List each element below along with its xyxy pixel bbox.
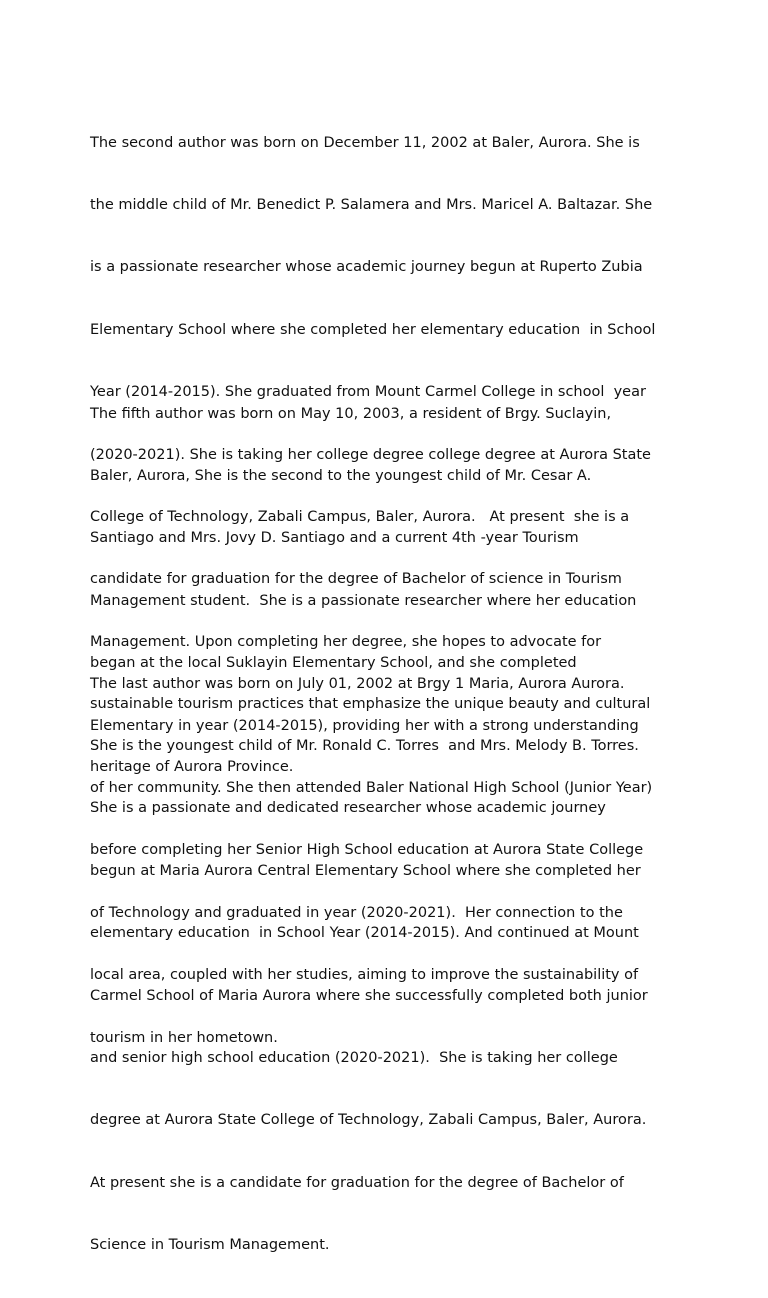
text-line: The fifth author was born on May 10, 2003, a resident of Brgy. Suclayin, (90, 405, 612, 422)
text-line: degree at Aurora State College of Technology, Zabali Campus, Baler, Aurora. (90, 1112, 647, 1129)
text-line: local area, coupled with her studies, aiming to improve the sustainability of (90, 967, 639, 984)
text-line: candidate for graduation for the degree of Bachelor of science in Tourism (90, 571, 622, 588)
text-line: She is the youngest child of Mr. Ronald C. Torres and Mrs. Melody B. Torres. (90, 737, 639, 754)
text-line: is a passionate researcher whose academic journey begun at Ruperto Zubia (90, 259, 643, 276)
text-line: of her community. She then attended Baler National High School (Junior Year) (90, 779, 653, 796)
text-line: The last author was born on July 01, 2002 at Brgy 1 Maria, Aurora Aurora. (90, 675, 625, 692)
text-line: sustainable tourism practices that emphasize the unique beauty and cultural (90, 696, 651, 713)
text-line: the middle child of Mr. Benedict P. Salamera and Mrs. Maricel A. Baltazar. She (90, 196, 653, 213)
text-line: heritage of Aurora Province. (90, 758, 294, 775)
text-line: elementary education in School Year (2014-2015). And continued at Mount (90, 925, 639, 942)
text-line: Science in Tourism Management. (90, 1237, 330, 1254)
text-line: begun at Maria Aurora Central Elementary School where she completed her (90, 862, 641, 879)
text-line: tourism in her hometown. (90, 1029, 278, 1046)
text-line: Santiago and Mrs. Jovy D. Santiago and a current 4th -year Tourism (90, 530, 579, 547)
text-line: began at the local Suklayin Elementary School, and she completed (90, 655, 577, 672)
author-bio-last-author (90, 632, 690, 1298)
text-line: Management. Upon completing her degree, she hopes to advocate for (90, 633, 602, 650)
text-line: At present she is a candidate for graduation for the degree of Bachelor of (90, 1174, 624, 1191)
text-line: and senior high school education (2020-2021). She is taking her college (90, 1049, 618, 1066)
text-line: Carmel School of Maria Aurora where she successfully completed both junior (90, 987, 648, 1004)
text-line: The second author was born on December 11, 2002 at Baler, Aurora. She is (90, 134, 640, 151)
text-line: (2020-2021). She is taking her college degree college degree at Aurora State (90, 446, 651, 463)
text-line: Management student. She is a passionate researcher where her education (90, 592, 637, 609)
text-line: Elementary School where she completed her elementary education in School (90, 321, 656, 338)
text-line: of Technology and graduated in year (2020-2021). Her connection to the (90, 904, 623, 921)
text-line: Elementary in year (2014-2015), providing her with a strong understanding (90, 717, 639, 734)
text-line: College of Technology, Zabali Campus, Baler, Aurora. At present she is a (90, 508, 630, 525)
text-line: Baler, Aurora, She is the second to the youngest child of Mr. Cesar A. (90, 467, 592, 484)
text-line: She is a passionate and dedicated researcher whose academic journey (90, 800, 606, 817)
text-line: before completing her Senior High School education at Aurora State College (90, 842, 644, 859)
text-line: Year (2014-2015). She graduated from Mount Carmel College in school year (90, 384, 646, 401)
